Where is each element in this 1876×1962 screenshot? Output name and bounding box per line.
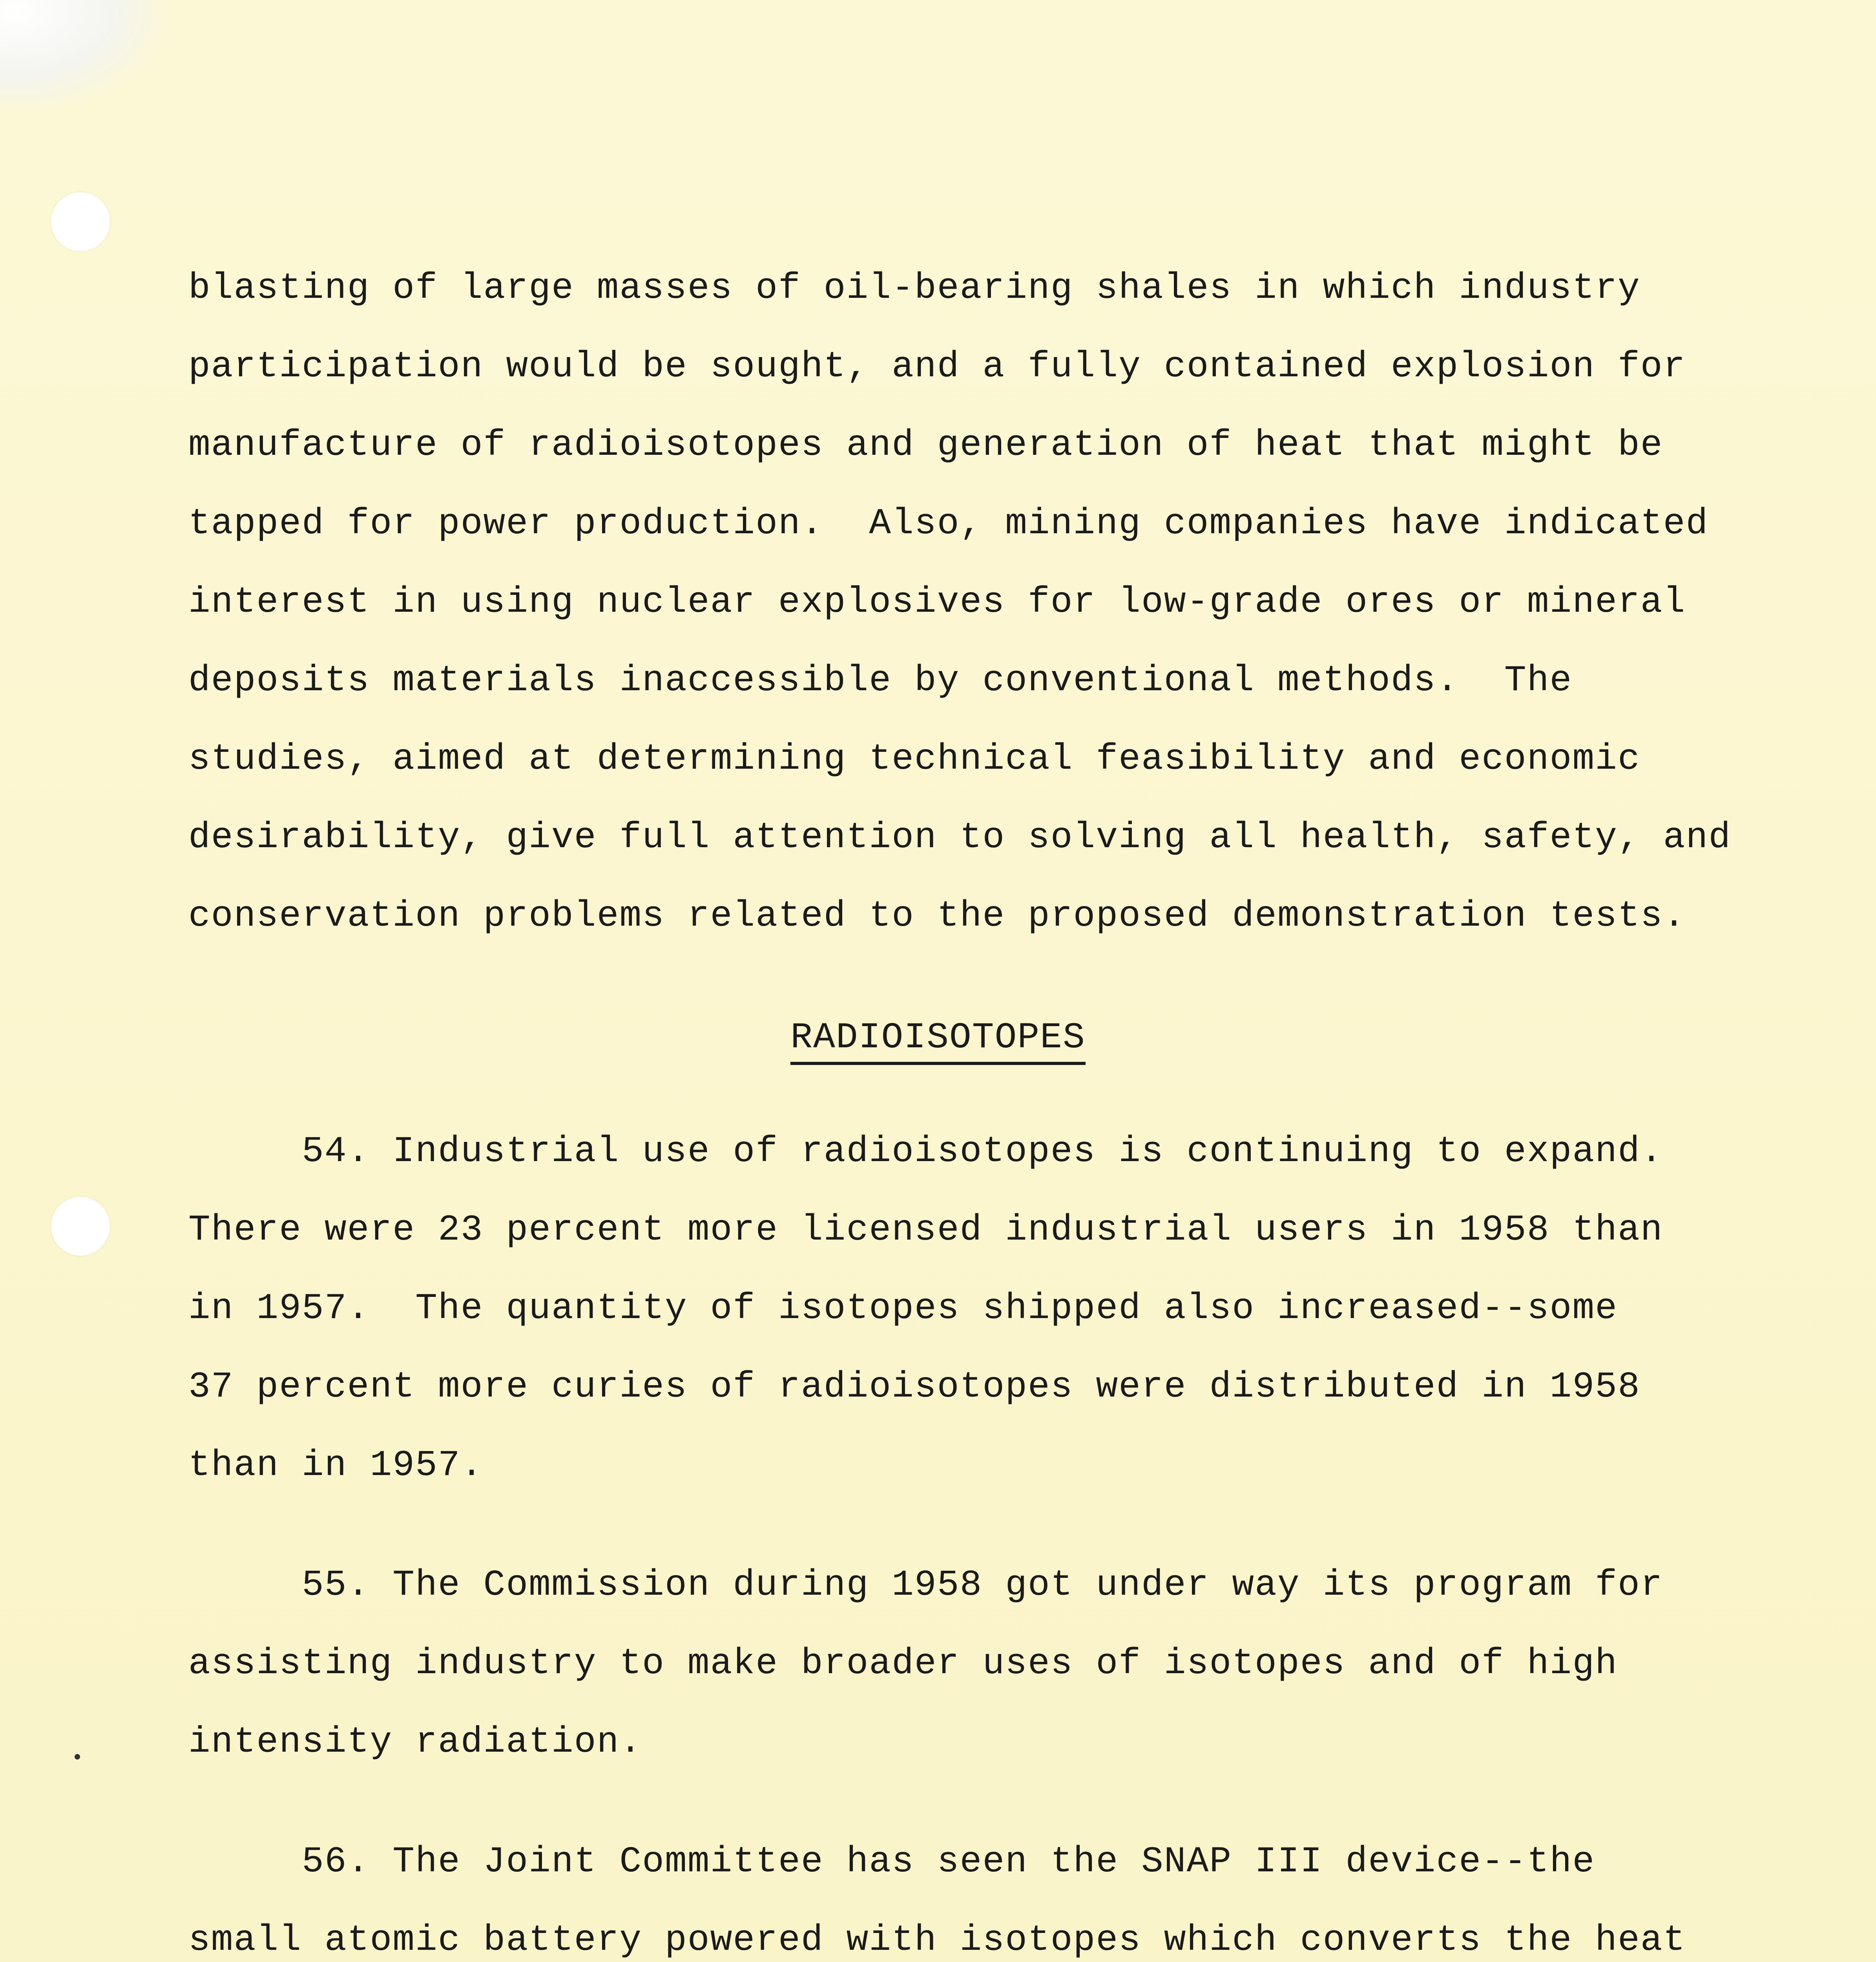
ink-speck (75, 1754, 80, 1760)
continuation-line: participation would be sought, and a fully contained explosion for (188, 346, 1686, 387)
continuation-line: desirability, give full attention to solving all health, safety, and (188, 817, 1732, 858)
paragraph-55-line: 55. The Commission during 1958 got under way its program for (188, 1564, 1663, 1606)
section-heading (0, 1016, 1876, 1065)
paragraph-56-line: 56. The Joint Committee has seen the SNAP III device--the (188, 1841, 1595, 1882)
punch-hole-middle (51, 1197, 110, 1256)
paragraph-54-line: There were 23 percent more licensed industrial users in 1958 than (188, 1209, 1663, 1251)
continuation-line: blasting of large masses of oil-bearing shales in which industry (188, 268, 1641, 309)
continuation-line: interest in using nuclear explosives for low-grade ores or mineral (188, 582, 1686, 623)
section-heading-text: RADIOISOTOPES (790, 1016, 1086, 1065)
paragraph-54-line: 54. Industrial use of radioisotopes is continuing to expand. (188, 1131, 1663, 1172)
paragraph-55-line: intensity radiation. (188, 1721, 642, 1763)
continuation-line: manufacture of radioisotopes and generation of heat that might be (188, 425, 1663, 466)
punch-hole-top (51, 192, 110, 251)
continuation-line: tapped for power production. Also, mining companies have indicated (188, 503, 1709, 544)
continuation-line: deposits materials inaccessible by conventional methods. The (188, 660, 1573, 701)
paragraph-54-line: 37 percent more curies of radioisotopes were distributed in 1958 (188, 1366, 1641, 1408)
torn-corner (0, 0, 165, 110)
paragraph-56-line: small atomic battery powered with isotopes which converts the heat (188, 1920, 1686, 1961)
continuation-line: conservation problems related to the proposed demonstration tests. (188, 895, 1686, 937)
continuation-line: studies, aimed at determining technical feasibility and economic (188, 738, 1641, 780)
paragraph-54-line: in 1957. The quantity of isotopes shipped also increased--some (188, 1288, 1618, 1329)
paragraph-54-line: than in 1957. (188, 1445, 484, 1486)
paragraph-55-line: assisting industry to make broader uses of isotopes and of high (188, 1643, 1618, 1684)
